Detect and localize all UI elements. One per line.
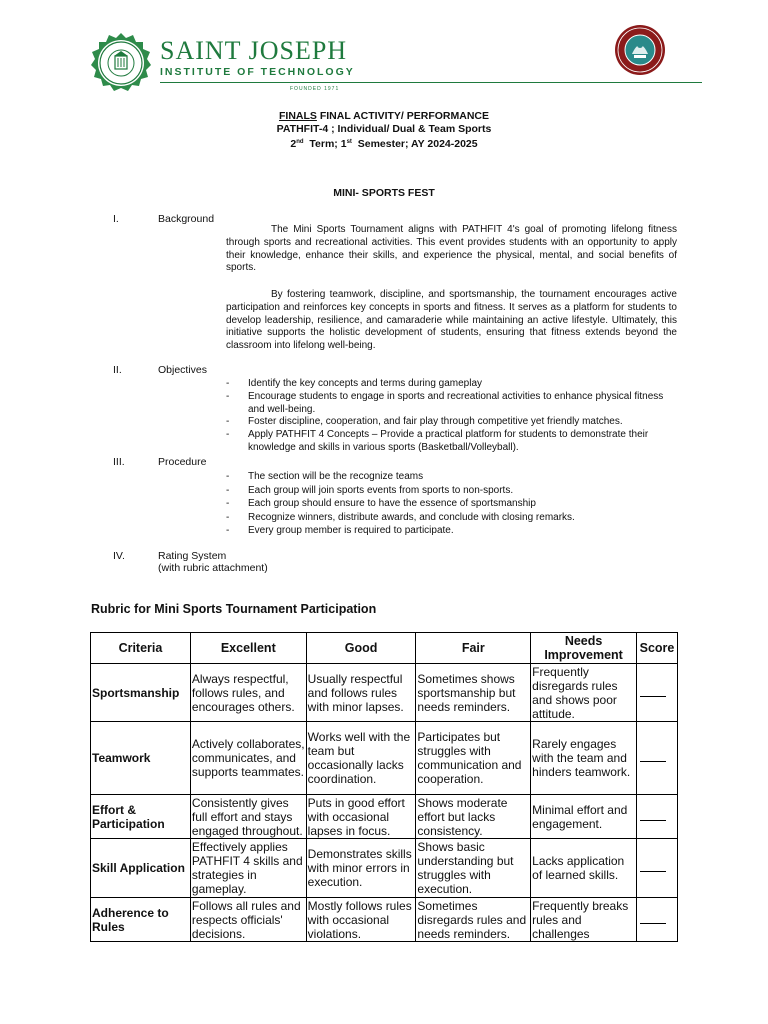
score-cell[interactable]	[636, 722, 677, 795]
score-cell[interactable]	[636, 664, 677, 722]
rubric-title: Rubric for Mini Sports Tournament Participation	[91, 602, 377, 616]
excellent-cell: Always respectful, follows rules, and encourages others.	[190, 664, 306, 722]
good-cell: Mostly follows rules with occasional violations.	[306, 898, 416, 942]
score-blank[interactable]	[640, 695, 666, 697]
list-item: - Foster discipline, cooperation, and fair play through competitive yet friendly matches.	[226, 416, 623, 428]
criteria-cell: Skill Application	[91, 839, 191, 898]
good-cell: Demonstrates skills with minor errors in execution.	[306, 839, 416, 898]
good-cell: Works well with the team but occasionally lacks coordination.	[306, 722, 416, 795]
fair-cell: Sometimes disregards rules and needs reminders.	[416, 898, 531, 942]
section-number-background: I.	[113, 213, 119, 225]
college-arts-sciences-seal-icon	[614, 24, 666, 76]
excellent-cell: Actively collaborates, communicates, and supports teammates.	[190, 722, 306, 795]
good-cell: Usually respectful and follows rules with minor lapses.	[306, 664, 416, 722]
needs-improvement-cell: Frequently breaks rules and challenges	[531, 898, 637, 942]
table-row	[91, 839, 678, 898]
list-item: - Each group will join sports events from sports to non-sports.	[226, 484, 514, 496]
list-item: - Each group should ensure to have the essence of sportsmanship	[226, 498, 536, 509]
criteria-cell: Adherence to Rules	[91, 898, 191, 942]
column-header: Fair	[416, 633, 531, 664]
excellent-cell: Consistently gives full effort and stays engaged throughout.	[190, 795, 306, 839]
table-header-row	[91, 633, 678, 664]
section-title-background: Background	[158, 213, 215, 225]
section-title-rating: Rating System	[158, 550, 227, 562]
header-rule	[160, 82, 702, 83]
letterhead	[90, 30, 702, 90]
institution-brand	[160, 38, 355, 78]
needs-improvement-cell: Frequently disregards rules and shows poor attitude.	[531, 664, 637, 722]
criteria-cell: Effort & Participation	[91, 795, 191, 839]
column-header: Good	[306, 633, 416, 664]
score-blank[interactable]	[640, 819, 666, 821]
institution-subtitle: INSTITUTE OF TECHNOLOGY	[160, 66, 355, 78]
finals-label: FINALS	[278, 110, 317, 122]
fair-cell: Shows moderate effort but lacks consistency.	[416, 795, 531, 839]
fair-cell: Participates but struggles with communication and cooperation.	[416, 722, 531, 795]
excellent-cell: Follows all rules and respects officials' decisions.	[190, 898, 306, 942]
section-number-objectives: II.	[113, 364, 122, 376]
institution-name: SAINT JOSEPH	[160, 36, 348, 65]
activity-title-block	[0, 110, 768, 151]
sjit-seal-icon	[90, 32, 152, 94]
needs-improvement-cell: Rarely engages with the team and hinders teamwork.	[531, 722, 637, 795]
needs-improvement-cell: Minimal effort and engagement.	[531, 795, 637, 839]
procedure-list	[226, 470, 677, 538]
list-item: - Apply PATHFIT 4 Concepts – Provide a practical platform for students to demonstrate their knowledge and skills in various sports (Basketball/Volleyball).	[226, 429, 649, 453]
activity-title-line1	[0, 110, 768, 123]
fair-cell: Shows basic understanding but struggles with execution.	[416, 839, 531, 898]
column-header: Excellent	[190, 633, 306, 664]
table-row	[91, 898, 678, 942]
criteria-cell: Sportsmanship	[91, 664, 191, 722]
list-item: - Every group member is required to participate.	[226, 525, 454, 536]
section-title-procedure: Procedure	[158, 456, 207, 468]
activity-title-rest: FINAL ACTIVITY/ PERFORMANCE	[316, 110, 489, 122]
column-header: Needs Improvement	[531, 633, 637, 664]
score-cell[interactable]	[636, 839, 677, 898]
term-line: 2nd Term; 1st Semester; AY 2024-2025	[290, 138, 478, 150]
list-item: - Recognize winners, distribute awards, and conclude with closing remarks.	[226, 511, 575, 523]
list-item: - Encourage students to engage in sports and recreational activities to enhance physical fitness and well-being.	[226, 390, 664, 415]
rubric-table	[90, 632, 678, 942]
founded-label: FOUNDED 1971	[290, 86, 340, 92]
column-header: Criteria	[91, 633, 191, 664]
fair-cell: Sometimes shows sportsmanship but needs reminders.	[416, 664, 531, 722]
background-paragraph-2: By fostering teamwork, discipline, and sportsmanship, the tournament encourages active participation and reinforces key concepts in sports and fitness. It serves as a platform for students to develop leadership, resilience, and camaraderie while maintaining an active lifestyle. Ultimately, this initiative supports the holistic development of students, ensuring that fitness extends beyond the classroom into lifelong well-being.	[226, 289, 677, 352]
section-title-objectives: Objectives	[158, 364, 208, 376]
score-cell[interactable]	[636, 795, 677, 839]
good-cell: Puts in good effort with occasional lapses in focus.	[306, 795, 416, 839]
score-blank[interactable]	[640, 870, 666, 872]
course-line: PATHFIT-4 ; Individual/ Dual & Team Sports	[276, 123, 492, 135]
score-blank[interactable]	[640, 760, 666, 762]
table-row	[91, 664, 678, 722]
criteria-cell: Teamwork	[91, 722, 191, 795]
objectives-list	[226, 378, 677, 455]
event-title: MINI- SPORTS FEST	[333, 187, 435, 199]
score-blank[interactable]	[640, 922, 666, 924]
table-row	[91, 722, 678, 795]
list-item: - Identify the key concepts and terms during gameplay	[226, 378, 483, 389]
background-paragraph-1: The Mini Sports Tournament aligns with PATHFIT 4's goal of promoting lifelong fitness through sports and recreational activities. This event provides students with an opportunity to apply their knowledge, enhance their skills, and experience the physical, mental, and social benefits of sports.	[226, 224, 677, 274]
list-item: - The section will be the recognize teams	[226, 471, 424, 482]
excellent-cell: Effectively applies PATHFIT 4 skills and strategies in gameplay.	[190, 839, 306, 898]
column-header: Score	[636, 633, 677, 664]
needs-improvement-cell: Lacks application of learned skills.	[531, 839, 637, 898]
table-row	[91, 795, 678, 839]
section-number-rating: IV.	[113, 550, 125, 562]
section-number-procedure: III.	[113, 456, 125, 468]
score-cell[interactable]	[636, 898, 677, 942]
rating-subtitle: (with rubric attachment)	[158, 562, 268, 574]
